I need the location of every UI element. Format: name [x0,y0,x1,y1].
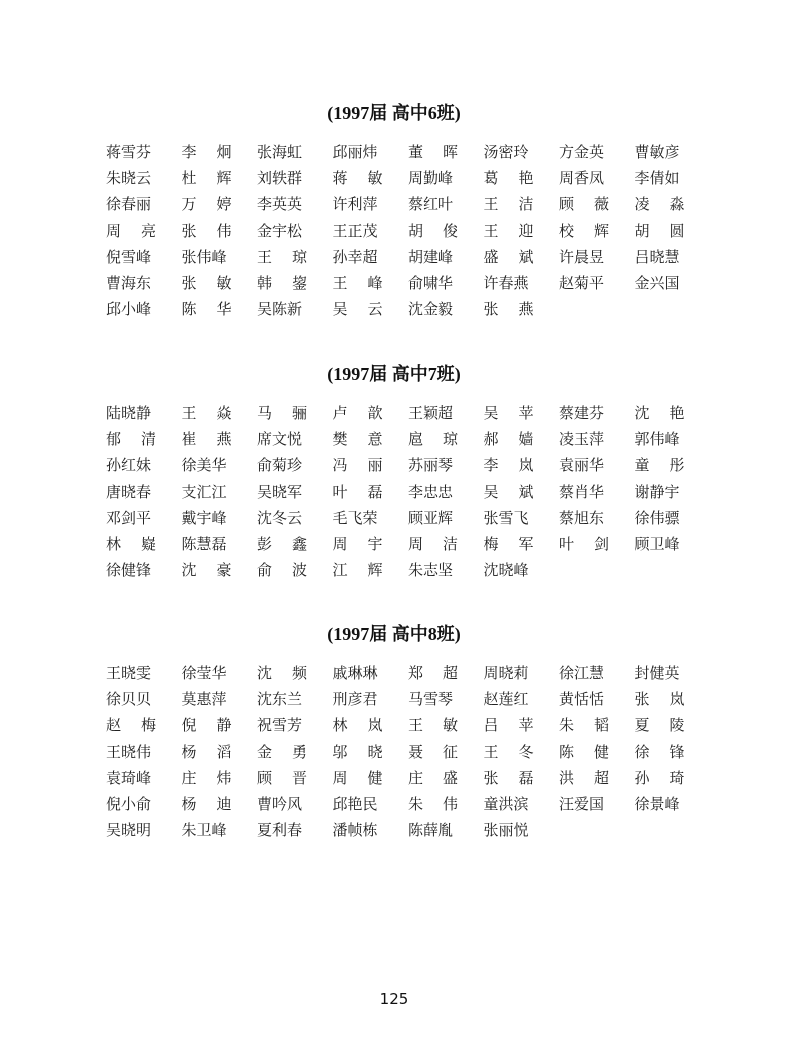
student-name: 朱志坚 [408,561,454,580]
student-name: 顾 晋 [257,768,307,787]
student-name: 周香凤 [559,169,605,188]
student-name: 席文悦 [257,430,303,449]
student-name: 吴陈新 [257,300,303,319]
student-name: 金宇松 [257,221,303,240]
student-name: 黄恬恬 [559,690,605,709]
student-name: 张 伟 [181,221,232,240]
student-name: 张丽悦 [483,821,529,840]
student-name: 朱 伟 [408,794,458,813]
section-title: (1997届 高中7班) [327,364,461,384]
student-name: 沈金毅 [408,300,454,319]
student-name: 扈 琼 [408,430,458,449]
student-name: 冯 丽 [332,456,383,475]
student-name: 夏 陵 [634,716,685,735]
page-number: 125 [379,990,409,1008]
student-name: 林 岚 [332,716,383,735]
student-name: 蔡旭东 [559,508,605,527]
student-name: 王 琼 [257,247,307,266]
student-name: 唐晓春 [106,482,152,501]
student-name: 沈 豪 [181,561,232,580]
student-name: 邬 晓 [332,742,383,761]
student-name: 万 婷 [181,195,232,214]
student-name: 倪小俞 [106,794,152,813]
student-name: 吴晓明 [106,821,152,840]
student-name: 马 骊 [257,404,307,422]
student-name: 汤密玲 [483,143,529,161]
student-name: 汪爱国 [559,794,605,813]
student-name: 王 冬 [483,742,534,761]
student-name: 潘帧栋 [332,821,378,840]
student-name: 金兴国 [634,273,680,292]
section-title: (1997届 高中8班) [327,624,461,644]
student-name: 沈 艳 [634,404,685,422]
student-name: 沈冬云 [257,508,303,527]
student-name: 凌玉萍 [559,430,605,449]
student-name: 盛 斌 [483,247,534,266]
student-name: 叶 磊 [332,482,383,501]
student-name: 王 峰 [332,273,383,292]
student-name: 杜 辉 [181,169,232,188]
student-name: 徐景峰 [634,794,680,813]
student-name: 王晓雯 [106,664,152,682]
student-name: 陈 华 [181,300,232,319]
student-name: 庄 盛 [408,768,458,787]
student-name: 郭伟峰 [634,430,680,449]
student-name: 顾 薇 [559,195,609,214]
student-name: 周 洁 [408,534,458,553]
student-name: 凌 淼 [634,195,685,214]
student-name: 谢静宇 [634,482,680,501]
student-name: 赵 梅 [106,716,156,735]
student-name: 郑 超 [408,664,458,682]
student-name: 许春燕 [483,273,529,292]
student-name: 徐美华 [181,456,227,475]
student-name: 徐莹华 [181,664,227,682]
student-name: 李 岚 [483,456,534,475]
student-name: 蒋 敏 [332,169,383,188]
student-name: 徐伟骠 [634,508,680,527]
student-name: 赵菊平 [559,273,605,292]
student-name: 杨 迪 [181,794,232,813]
student-name: 梅 军 [483,534,534,553]
student-name: 王 迎 [483,221,534,240]
student-name: 沈东兰 [257,690,303,709]
student-name: 蔡建芬 [559,404,605,422]
student-name: 顾卫峰 [634,534,680,553]
student-name: 胡 俊 [408,221,458,240]
student-name: 杨 滔 [181,742,232,761]
student-name: 邓剑平 [106,508,152,527]
student-name: 毛飞荣 [332,508,378,527]
student-name: 周 健 [332,768,383,787]
student-name: 李 炯 [181,143,232,161]
student-name: 倪 静 [181,716,232,735]
student-name: 童 彤 [634,456,685,475]
student-name: 邱小峰 [106,300,152,319]
student-name: 曹吟风 [257,794,303,813]
student-name: 蔡红叶 [408,195,454,214]
student-name: 张 燕 [483,300,534,319]
student-name: 俞 波 [257,561,307,580]
student-name: 吴 苹 [483,404,534,422]
student-name: 童洪滨 [483,794,529,813]
student-name: 俞啸华 [408,273,454,292]
student-name: 支汇江 [181,482,227,501]
student-name: 孙幸超 [332,247,378,266]
student-name: 金 勇 [257,742,307,761]
class-section-7 [0,359,788,580]
student-name: 洪 超 [559,768,609,787]
student-name: 胡建峰 [408,247,454,266]
student-name: 莫惠萍 [181,690,227,709]
student-name: 许晨昱 [559,247,605,266]
student-name: 校 辉 [559,221,609,240]
student-name: 樊 意 [332,430,383,449]
student-name: 徐 锋 [634,742,685,761]
student-name: 周晓莉 [483,664,529,682]
student-name: 吴 斌 [483,482,534,501]
student-name: 徐贝贝 [106,690,152,709]
student-name: 吕晓慧 [634,247,680,266]
student-name: 李倩如 [634,169,680,188]
student-name: 张 岚 [634,690,685,709]
student-name: 曹海东 [106,273,152,292]
student-name: 张海虹 [257,143,303,161]
student-name: 徐健锋 [106,561,152,580]
student-name: 赵莲红 [483,690,529,709]
student-name: 邱丽炜 [332,143,378,161]
student-name: 李忠忠 [408,482,454,501]
student-name: 王晓伟 [106,742,152,761]
student-name: 江 辉 [332,561,383,580]
class-section-6 [0,98,788,319]
section-title: (1997届 高中6班) [327,103,461,123]
student-name: 卢 歆 [332,404,383,422]
student-name: 戚琳琳 [332,664,378,682]
student-name: 王正茂 [332,221,378,240]
student-name: 吕 苹 [483,716,534,735]
student-name: 董 晖 [408,143,458,161]
student-name: 沈 频 [257,664,307,682]
student-name: 张雪飞 [483,508,529,527]
student-name: 吴晓军 [257,482,303,501]
student-name: 祝雪芳 [257,716,303,735]
student-name: 蔡肖华 [559,482,605,501]
student-name: 聂 征 [408,742,458,761]
student-name: 林 嶷 [106,534,156,553]
student-name: 马雪琴 [408,690,454,709]
student-name: 孙 琦 [634,768,685,787]
student-name: 徐春丽 [106,195,152,214]
student-name: 吴 云 [332,300,383,319]
student-name: 王颖超 [408,404,454,422]
student-name: 庄 炜 [181,768,232,787]
student-name: 周 亮 [106,221,156,240]
student-name: 邱艳民 [332,794,378,813]
student-name: 张 磊 [483,768,534,787]
student-name: 顾亚辉 [408,508,454,527]
student-name: 张 敏 [181,273,232,292]
student-name: 郝 嫱 [483,430,534,449]
student-name: 韩 鋆 [257,273,307,292]
student-name: 彭 鑫 [257,534,307,553]
student-name: 李英英 [257,195,303,214]
student-name: 陈慧磊 [181,534,227,553]
student-name: 朱卫峰 [181,821,227,840]
student-name: 陈薛胤 [408,821,454,840]
student-name: 夏利春 [257,821,303,840]
student-name: 周 宇 [332,534,383,553]
student-name: 张伟峰 [181,247,227,266]
student-name: 俞菊珍 [257,456,303,475]
student-name: 苏丽琴 [408,456,454,475]
student-name: 陈 健 [559,742,609,761]
student-name: 王 焱 [181,404,232,422]
student-name: 曹敏彦 [634,143,680,161]
student-name: 葛 艳 [483,169,534,188]
student-name: 蒋雪芬 [106,143,152,161]
student-name: 袁琦峰 [106,768,152,787]
student-name: 刑彦君 [332,690,378,709]
student-name: 王 洁 [483,195,534,214]
student-name: 朱晓云 [106,169,152,188]
student-name: 王 敏 [408,716,458,735]
student-name: 戴宇峰 [181,508,227,527]
student-name: 郁 清 [106,430,156,449]
student-name: 陆晓静 [106,404,152,422]
student-name: 袁丽华 [559,456,605,475]
student-name: 封健英 [634,664,680,682]
student-name: 倪雪峰 [106,247,152,266]
student-name: 沈晓峰 [483,561,529,580]
student-name: 胡 圆 [634,221,685,240]
student-name: 朱 韬 [559,716,609,735]
student-name: 周勤峰 [408,169,454,188]
student-name: 叶 剑 [559,534,609,553]
class-section-8 [0,619,788,840]
student-name: 孙红妹 [106,456,152,475]
student-name: 许利萍 [332,195,378,214]
student-name: 方金英 [559,143,605,161]
student-name: 刘轶群 [257,169,303,188]
student-name: 崔 燕 [181,430,232,449]
student-name: 徐江慧 [559,664,605,682]
